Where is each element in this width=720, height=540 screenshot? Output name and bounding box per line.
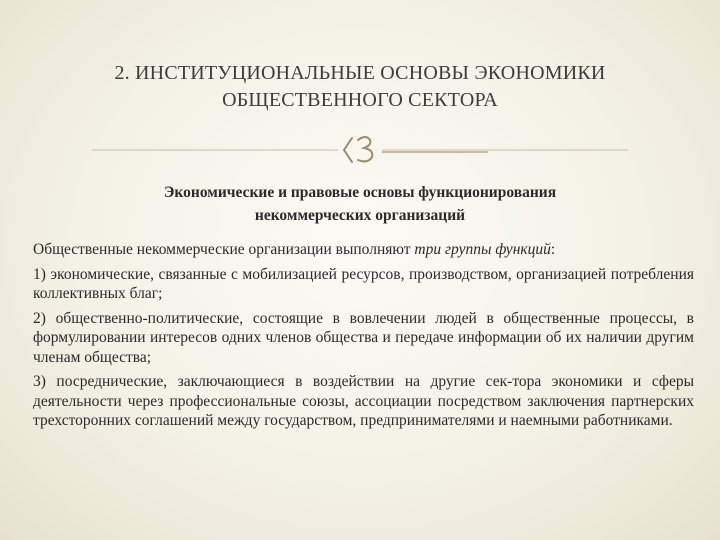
section-subtitle-line-1: Экономические и правовые основы функционирования [163, 184, 557, 201]
scroll-flourish-icon [344, 137, 372, 162]
function-item-1: 1) экономические, связанные с мобилизацией ресурсов, производством, организацией потребления коллективных благ; [33, 265, 694, 302]
intro-paragraph [33, 240, 694, 260]
intro-emphasis: три группы функций [414, 241, 551, 258]
slide-title [40, 60, 680, 114]
function-item-3: 3) посреднические, заключающиеся в воздействии на другие сек-тора экономики и сферы деятельности через профессиональные союзы, ассоциации посредством заключения партнерских трехсторонних соглашений между государством, предпринимателями и наемными работниками. [33, 373, 694, 429]
slide-title-line-2: ОБЩЕСТВЕННОГО СЕКТОРА [222, 89, 498, 111]
function-item-2: 2) общественно-политические, состоящие в вовлечении людей в общественные процессы, в формулировании интересов одних членов общества и передаче информации об их наличии другим членам общества; [33, 309, 694, 366]
slide-body [33, 240, 694, 436]
slide-title-line-1: 2. ИНСТИТУЦИОНАЛЬНЫЕ ОСНОВЫ ЭКОНОМИКИ [114, 62, 606, 84]
section-subtitle [60, 181, 660, 227]
section-subtitle-line-2: некоммерческих организаций [254, 207, 466, 224]
intro-text: Общественные некоммерческие организации выполняют [33, 241, 415, 258]
intro-end: : [550, 241, 556, 258]
ornamental-divider [0, 128, 720, 172]
